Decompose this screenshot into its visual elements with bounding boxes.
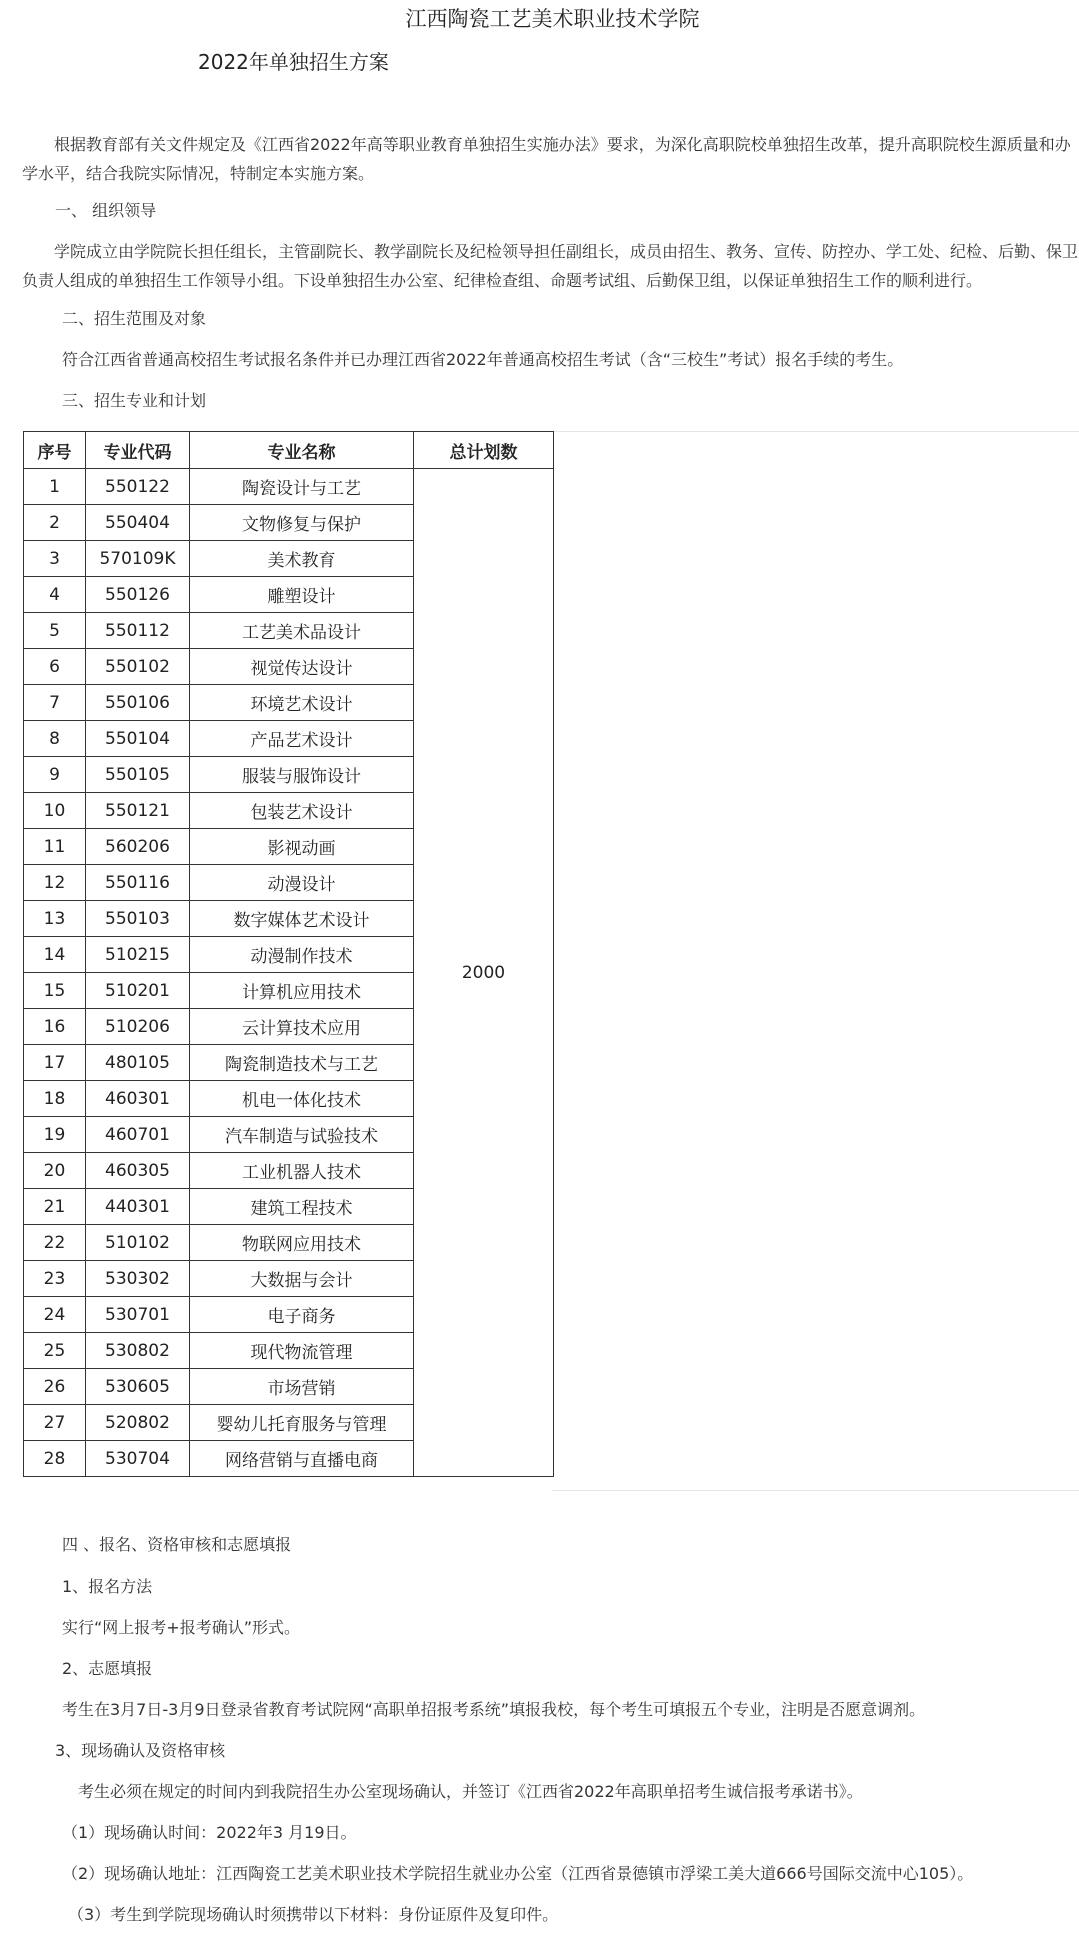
header-major-name: 专业名称 xyxy=(190,432,414,469)
row-major-code: 510206 xyxy=(86,1009,190,1045)
row-index: 26 xyxy=(24,1369,86,1405)
confirmation-address: （2）现场确认地址：江西陶瓷工艺美术职业技术学院招生就业办公室（江西省景德镇市浮梁工美大道666号国际交流中心105）。 xyxy=(62,1864,974,1883)
registration-method-body: 实行“网上报考+报考确认”形式。 xyxy=(62,1618,300,1637)
row-major-code: 550105 xyxy=(86,757,190,793)
row-index: 2 xyxy=(24,505,86,541)
row-index: 17 xyxy=(24,1045,86,1081)
row-major-name: 机电一体化技术 xyxy=(190,1081,414,1117)
row-index: 12 xyxy=(24,865,86,901)
row-major-name: 动漫制作技术 xyxy=(190,937,414,973)
row-major-name: 雕塑设计 xyxy=(190,577,414,613)
row-major-code: 560206 xyxy=(86,829,190,865)
confirmation-title: 3、现场确认及资格审核 xyxy=(55,1741,226,1760)
registration-method-title: 1、报名方法 xyxy=(62,1577,153,1596)
row-major-name: 大数据与会计 xyxy=(190,1261,414,1297)
row-major-code: 550104 xyxy=(86,721,190,757)
majors-plan-table xyxy=(23,431,554,1477)
total-plan-value: 2000 xyxy=(414,469,554,1477)
row-major-code: 530701 xyxy=(86,1297,190,1333)
row-major-code: 460305 xyxy=(86,1153,190,1189)
row-major-code: 510215 xyxy=(86,937,190,973)
row-index: 28 xyxy=(24,1441,86,1477)
row-major-name: 数字媒体艺术设计 xyxy=(190,901,414,937)
intro-paragraph: 根据教育部有关文件规定及《江西省2022年高等职业教育单独招生实施办法》要求，为深化高职院校单独招生改革，提升高职院校生源质量和办学水平，结合我院实际情况，特制定本实施方案。 xyxy=(22,135,1071,183)
row-major-name: 云计算技术应用 xyxy=(190,1009,414,1045)
row-major-code: 530802 xyxy=(86,1333,190,1369)
row-index: 14 xyxy=(24,937,86,973)
row-major-code: 520802 xyxy=(86,1405,190,1441)
row-index: 8 xyxy=(24,721,86,757)
table-row xyxy=(24,469,554,505)
row-major-name: 陶瓷设计与工艺 xyxy=(190,469,414,505)
row-major-code: 550121 xyxy=(86,793,190,829)
row-major-name: 服装与服饰设计 xyxy=(190,757,414,793)
row-major-name: 物联网应用技术 xyxy=(190,1225,414,1261)
row-major-code: 510102 xyxy=(86,1225,190,1261)
row-major-name: 文物修复与保护 xyxy=(190,505,414,541)
section-registration-title: 四 、报名、资格审核和志愿填报 xyxy=(62,1535,292,1554)
row-major-code: 530302 xyxy=(86,1261,190,1297)
confirmation-body: 考生必须在规定的时间内到我院招生办公室现场确认，并签订《江西省2022年高职单招考生诚信报考承诺书》。 xyxy=(78,1782,863,1801)
row-major-name: 动漫设计 xyxy=(190,865,414,901)
table-header-row xyxy=(24,432,554,469)
row-major-name: 包装艺术设计 xyxy=(190,793,414,829)
row-major-code: 510201 xyxy=(86,973,190,1009)
row-index: 22 xyxy=(24,1225,86,1261)
document-title: 江西陶瓷工艺美术职业技术学院 xyxy=(405,7,700,31)
row-major-code: 550103 xyxy=(86,901,190,937)
confirmation-materials: （3）考生到学院现场确认时须携带以下材料：身份证原件及复印件。 xyxy=(68,1905,559,1924)
row-index: 24 xyxy=(24,1297,86,1333)
row-index: 5 xyxy=(24,613,86,649)
row-major-name: 网络营销与直播电商 xyxy=(190,1441,414,1477)
row-index: 15 xyxy=(24,973,86,1009)
row-major-code: 570109K xyxy=(86,541,190,577)
row-major-name: 影视动画 xyxy=(190,829,414,865)
confirmation-time: （1）现场确认时间：2022年3 月19日。 xyxy=(62,1823,357,1842)
row-index: 25 xyxy=(24,1333,86,1369)
row-index: 23 xyxy=(24,1261,86,1297)
row-major-code: 530704 xyxy=(86,1441,190,1477)
divider-line xyxy=(552,431,1079,432)
table-body xyxy=(24,469,554,1477)
row-major-name: 陶瓷制造技术与工艺 xyxy=(190,1045,414,1081)
row-index: 11 xyxy=(24,829,86,865)
header-major-code: 专业代码 xyxy=(86,432,190,469)
row-major-code: 460301 xyxy=(86,1081,190,1117)
section-organization-title: 一、 组织领导 xyxy=(55,201,157,220)
header-total-plan: 总计划数 xyxy=(414,432,554,469)
row-index: 9 xyxy=(24,757,86,793)
row-major-code: 550102 xyxy=(86,649,190,685)
row-major-code: 550106 xyxy=(86,685,190,721)
row-index: 3 xyxy=(24,541,86,577)
row-major-code: 530605 xyxy=(86,1369,190,1405)
row-major-name: 产品艺术设计 xyxy=(190,721,414,757)
section-majors-title: 三、招生专业和计划 xyxy=(62,391,207,410)
row-major-name: 建筑工程技术 xyxy=(190,1189,414,1225)
header-index: 序号 xyxy=(24,432,86,469)
row-index: 1 xyxy=(24,469,86,505)
row-index: 21 xyxy=(24,1189,86,1225)
application-title: 2、志愿填报 xyxy=(62,1659,153,1678)
row-major-name: 计算机应用技术 xyxy=(190,973,414,1009)
section-scope-title: 二、招生范围及对象 xyxy=(62,309,207,328)
row-major-code: 550116 xyxy=(86,865,190,901)
application-body: 考生在3月7日-3月9日登录省教育考试院网“高职单招报考系统”填报我校，每个考生可填报五个专业，注明是否愿意调剂。 xyxy=(62,1700,926,1719)
row-major-name: 婴幼儿托育服务与管理 xyxy=(190,1405,414,1441)
row-index: 18 xyxy=(24,1081,86,1117)
row-index: 6 xyxy=(24,649,86,685)
row-major-name: 汽车制造与试验技术 xyxy=(190,1117,414,1153)
divider-line xyxy=(552,1490,1079,1491)
row-index: 16 xyxy=(24,1009,86,1045)
row-major-name: 电子商务 xyxy=(190,1297,414,1333)
row-major-name: 工业机器人技术 xyxy=(190,1153,414,1189)
row-index: 27 xyxy=(24,1405,86,1441)
row-major-name: 市场营销 xyxy=(190,1369,414,1405)
row-major-name: 工艺美术品设计 xyxy=(190,613,414,649)
row-major-code: 550126 xyxy=(86,577,190,613)
row-index: 13 xyxy=(24,901,86,937)
row-major-code: 460701 xyxy=(86,1117,190,1153)
row-major-name: 环境艺术设计 xyxy=(190,685,414,721)
row-index: 10 xyxy=(24,793,86,829)
row-major-name: 视觉传达设计 xyxy=(190,649,414,685)
row-index: 7 xyxy=(24,685,86,721)
row-major-code: 550122 xyxy=(86,469,190,505)
row-major-name: 现代物流管理 xyxy=(190,1333,414,1369)
document-subtitle: 2022年单独招生方案 xyxy=(198,50,389,74)
row-index: 20 xyxy=(24,1153,86,1189)
row-index: 4 xyxy=(24,577,86,613)
section-scope-body: 符合江西省普通高校招生考试报名条件并已办理江西省2022年普通高校招生考试（含“三校生”考试）报名手续的考生。 xyxy=(62,350,904,369)
row-major-code: 440301 xyxy=(86,1189,190,1225)
row-major-name: 美术教育 xyxy=(190,541,414,577)
section-organization-body: 学院成立由学院院长担任组长，主管副院长、教学副院长及纪检领导担任副组长，成员由招生、教务、宣传、防控办、学工处、纪检、后勤、保卫负责人组成的单独招生工作领导小组。下设单独招生办公室、纪律检查组、命题考试组、后勤保卫组，以保证单独招生工作的顺利进行。 xyxy=(22,242,1079,290)
row-major-code: 550112 xyxy=(86,613,190,649)
row-major-code: 480105 xyxy=(86,1045,190,1081)
row-index: 19 xyxy=(24,1117,86,1153)
row-major-code: 550404 xyxy=(86,505,190,541)
